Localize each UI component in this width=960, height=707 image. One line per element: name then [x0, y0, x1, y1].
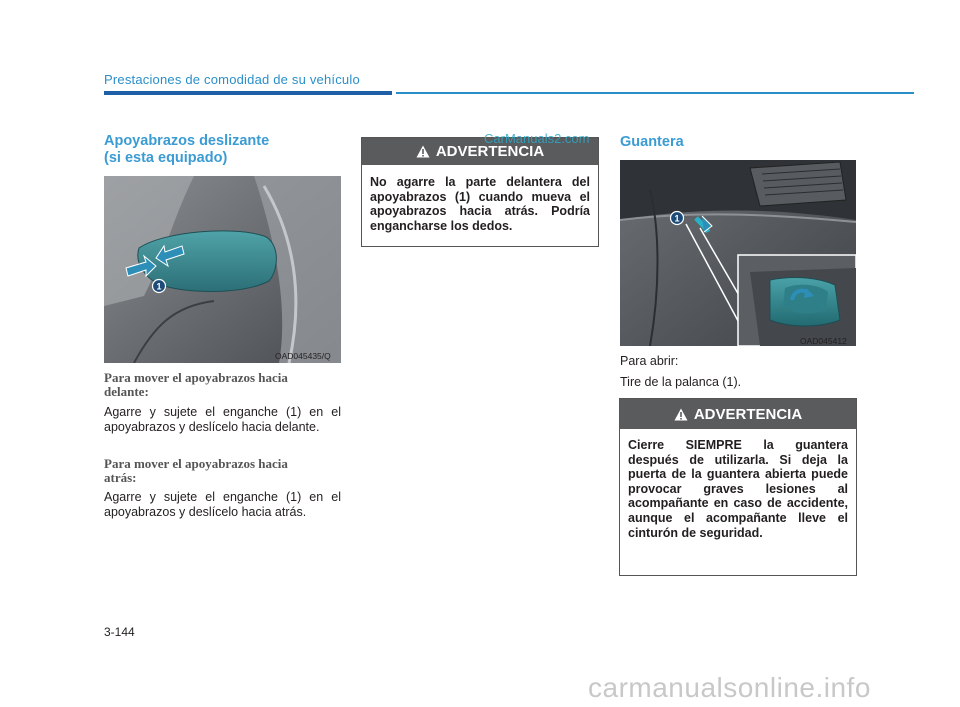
forward-paragraph: Agarre y sujete el enganche (1) en el apoyabrazos y deslícelo hacia delante.	[104, 405, 341, 434]
glovebox-section-title: Guantera	[620, 134, 684, 150]
armrest-section-title	[104, 133, 269, 167]
armrest-title-line1: Apoyabrazos deslizante	[104, 133, 270, 149]
forward-subheading-line1: Para mover el apoyabrazos hacia	[104, 370, 288, 385]
armrest-warning-text: No agarre la parte delantera del apoyabrazos (1) cuando mueva el apoyabrazos hacia atrás. Podría engancharse los dedos.	[370, 175, 590, 233]
armrest-warning-title: ADVERTENCIA	[435, 143, 545, 160]
armrest-illustration	[104, 176, 341, 363]
armrest-figure-caption: OAD045435/Q	[275, 351, 331, 361]
glovebox-open-text: Tire de la palanca (1).	[620, 375, 742, 389]
armrest-warning-box	[361, 137, 599, 247]
armrest-figure	[104, 176, 341, 363]
glovebox-warning-text: Cierre SIEMPRE la guantera después de utilizarla. Si deja la puerta de la guantera abierta puede provocar graves lesiones al acompañante en caso de accidente, aunque el acompañante lleve el cinturón de seguridad.	[628, 438, 848, 540]
warning-triangle-icon	[416, 145, 430, 158]
glovebox-warning-title: ADVERTENCIA	[693, 405, 803, 423]
backward-subheading-line1: Para mover el apoyabrazos hacia	[104, 456, 288, 471]
forward-subheading	[104, 371, 344, 399]
glovebox-callout-1: 1	[674, 213, 680, 224]
forward-subheading-line2: delante:	[104, 384, 149, 399]
glovebox-illustration	[620, 160, 856, 346]
glovebox-warning-box	[619, 398, 857, 576]
glovebox-open-label: Para abrir:	[620, 354, 679, 368]
header-rule-light	[396, 92, 914, 94]
glovebox-figure-caption: OAD045412	[800, 336, 847, 346]
armrest-callout-1: 1	[156, 281, 162, 292]
footer-watermark: carmanualsonline.info	[588, 672, 871, 703]
page-number: 3-144	[104, 625, 135, 639]
header-rule-dark	[104, 91, 392, 95]
backward-subheading-line2: atrás:	[104, 470, 137, 485]
watermark-carmanuals2: CarManuals2.com	[484, 131, 590, 146]
glovebox-warning-header	[620, 399, 856, 429]
warning-triangle-icon	[674, 408, 688, 421]
glovebox-figure	[620, 160, 856, 346]
backward-subheading	[104, 457, 344, 485]
section-header-title: Prestaciones de comodidad de su vehículo	[104, 72, 360, 87]
backward-paragraph: Agarre y sujete el enganche (1) en el apoyabrazos y deslícelo hacia atrás.	[104, 490, 341, 519]
armrest-title-line2: (si esta equipado)	[104, 150, 228, 166]
